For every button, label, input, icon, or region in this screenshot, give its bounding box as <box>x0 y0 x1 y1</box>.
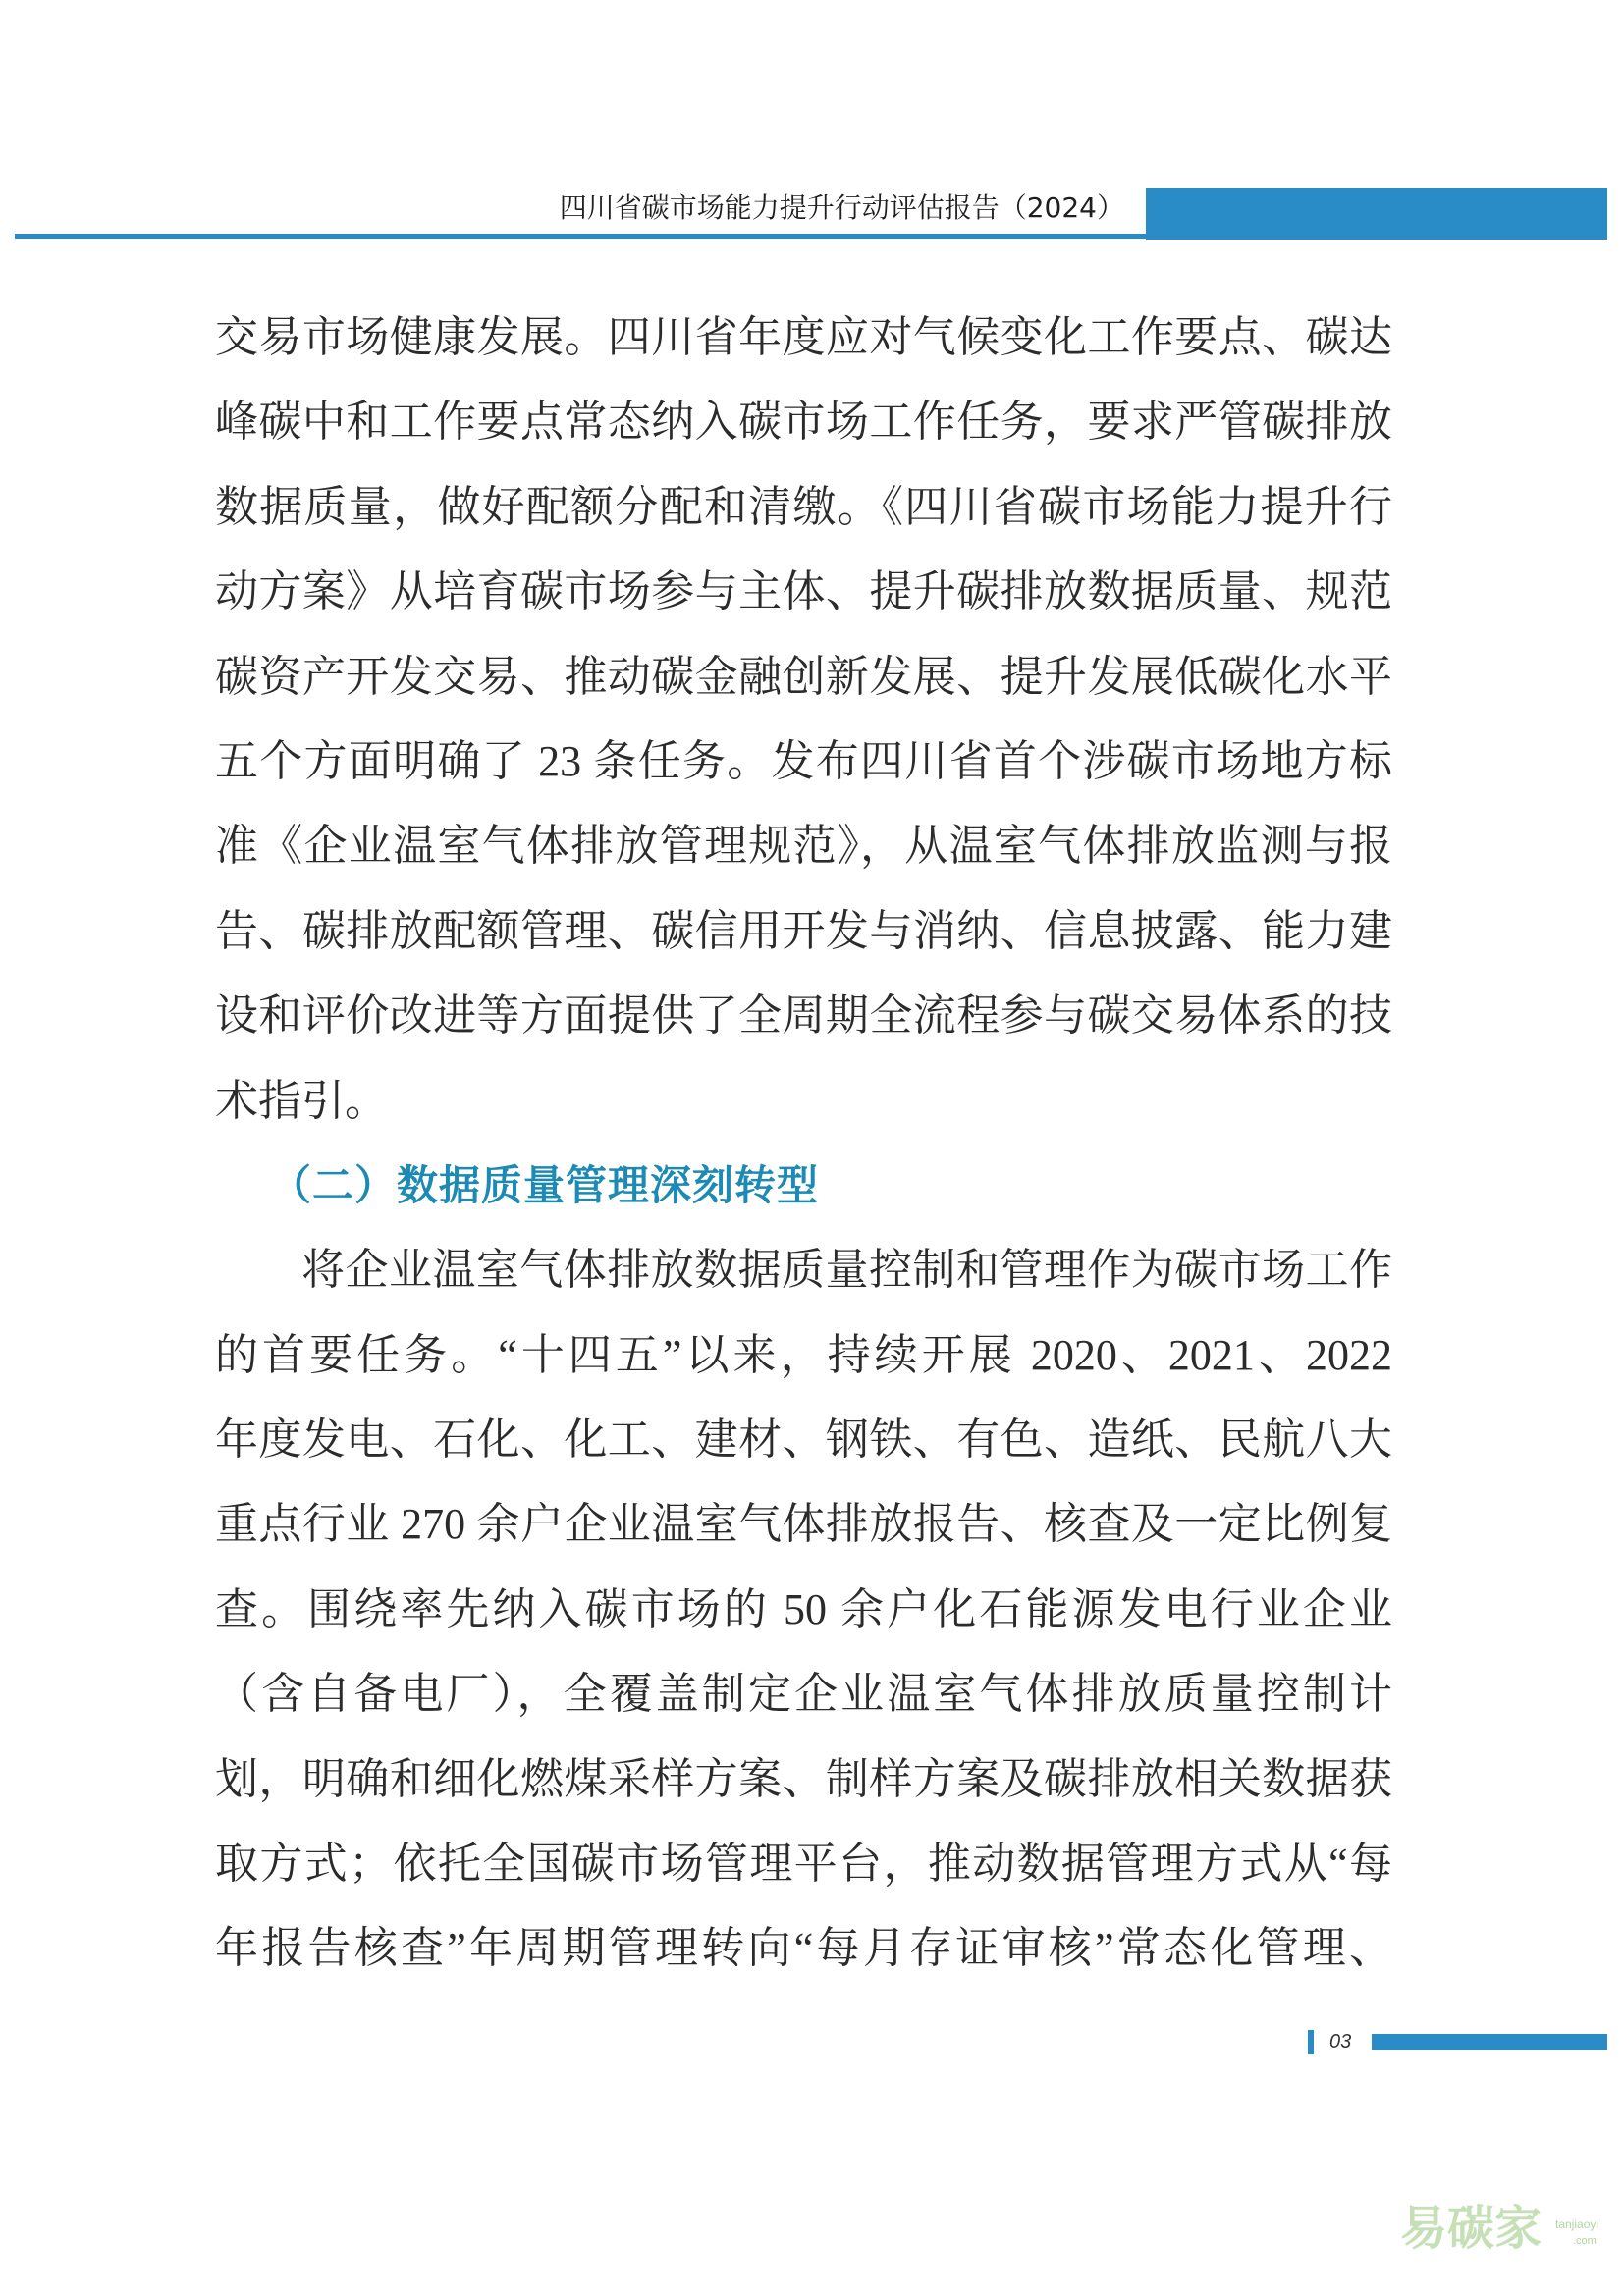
paragraph <box>215 1228 1392 1992</box>
paragraph-line: 动方案》从培育碳市场参与主体、提升碳排放数据质量、规范 <box>215 567 1392 616</box>
footer-marker-bar <box>1308 2030 1314 2054</box>
paragraph-line: 的首要任务。“十四五”以来，持续开展 2020、2021、2022 <box>215 1330 1392 1379</box>
body-text <box>215 295 1392 1992</box>
page-number: 03 <box>1329 2031 1352 2053</box>
paragraph-line: 数据质量，做好配额分配和清缴。《四川省碳市场能力提升行 <box>215 482 1392 531</box>
paragraph-line: 准《企业温室气体排放管理规范》，从温室气体排放监测与报 <box>215 822 1392 871</box>
watermark-domain: tanjiaoyi <box>1555 2217 1599 2231</box>
paragraph-line: 查。围绕率先纳入碳市场的 50 余户化石能源发电行业企业 <box>215 1584 1392 1633</box>
paragraph-line: （含自备电厂），全覆盖制定企业温室气体排放质量控制计 <box>215 1670 1392 1719</box>
paragraph-line: 年报告核查”年周期管理转向“每月存证审核”常态化管理、 <box>215 1924 1392 1973</box>
paragraph-line: 划，明确和细化燃煤采样方案、制样方案及碳排放相关数据获 <box>215 1754 1392 1803</box>
footer-accent-bar <box>1372 2034 1607 2050</box>
header-accent-block <box>1146 188 1607 240</box>
watermark-tld: .com <box>1573 2235 1597 2247</box>
running-header-title: 四川省碳市场能力提升行动评估报告（2024） <box>559 191 1124 224</box>
watermark-brand: 易碳家 <box>1400 2201 1543 2256</box>
paragraph-line: 术指引。 <box>215 1076 388 1125</box>
paragraph-line: 取方式；依托全国碳市场管理平台，推动数据管理方式从“每 <box>215 1840 1392 1889</box>
paragraph-line: 重点行业 270 余户企业温室气体排放报告、核查及一定比例复 <box>215 1500 1392 1549</box>
paragraph-line: 设和评价改进等方面提供了全周期全流程参与碳交易体系的技 <box>215 991 1392 1041</box>
section-heading: （二）数据质量管理深刻转型 <box>270 1160 820 1209</box>
paragraph <box>215 295 1392 1144</box>
paragraph-line: 年度发电、石化、化工、建材、钢铁、有色、造纸、民航八大 <box>215 1415 1392 1465</box>
paragraph-line: 碳资产开发交易、推动碳金融创新发展、提升发展低碳化水平 <box>215 652 1392 701</box>
paragraph-line: 交易市场健康发展。四川省年度应对气候变化工作要点、碳达 <box>215 313 1392 361</box>
paragraph-line: 告、碳排放配额管理、碳信用开发与消纳、信息披露、能力建 <box>215 906 1392 955</box>
paragraph-line: 峰碳中和工作要点常态纳入碳市场工作任务，要求严管碳排放 <box>215 398 1392 447</box>
header-rule <box>15 234 1146 239</box>
watermark-logo <box>1400 2197 1610 2260</box>
paragraph-line: 五个方面明确了 23 条任务。发布四川省首个涉碳市场地方标 <box>215 736 1392 785</box>
paragraph-line: 将企业温室气体排放数据质量控制和管理作为碳市场工作 <box>301 1246 1392 1295</box>
